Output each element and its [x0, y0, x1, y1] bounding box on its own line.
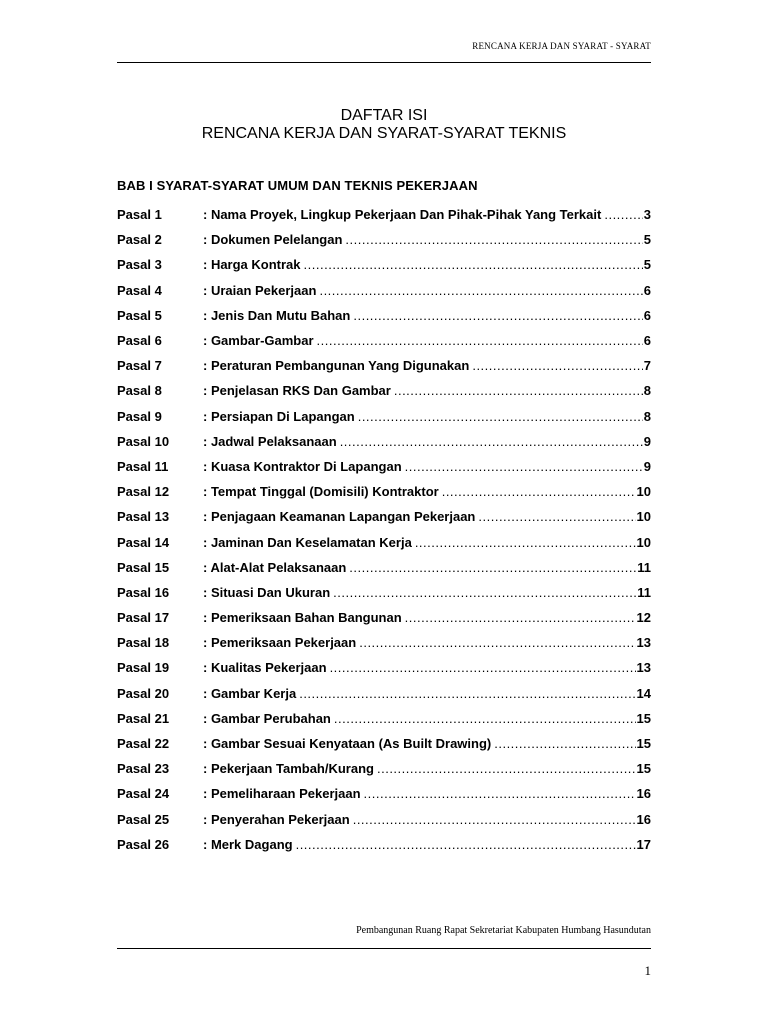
- toc-dot-leader: [361, 786, 636, 801]
- toc-section-title: : Kuasa Kontraktor Di Lapangan: [203, 458, 402, 474]
- toc-row: [117, 303, 651, 328]
- toc-page-number: 6: [643, 333, 651, 349]
- toc-row: [117, 807, 651, 832]
- toc-section-number: Pasal 19: [117, 660, 170, 676]
- toc-dot-leader: [439, 484, 636, 499]
- toc-page-number: 11: [637, 559, 651, 575]
- toc-dot-leader: [356, 635, 635, 650]
- toc-section-number: Pasal 16: [117, 584, 170, 600]
- toc-section-title: : Persiapan Di Lapangan: [203, 408, 355, 424]
- toc-dot-leader: [346, 560, 636, 575]
- toc-section-number: Pasal 22: [117, 736, 170, 752]
- toc-page-number: 7: [643, 358, 651, 374]
- page-number: 1: [644, 963, 651, 978]
- toc-section-number: Pasal 12: [117, 484, 170, 500]
- toc-dot-leader: [296, 686, 635, 701]
- toc-entry: [203, 257, 651, 272]
- toc-row: [117, 328, 651, 353]
- toc-dot-leader: [355, 409, 643, 424]
- toc-row: [117, 404, 651, 429]
- toc-section-number: Pasal 23: [117, 761, 170, 777]
- toc-section-title: : Penyerahan Pekerjaan: [203, 811, 350, 827]
- toc-entry: [203, 711, 651, 726]
- toc-entry: [203, 736, 651, 751]
- toc-section-title: : Gambar Sesuai Kenyataan (As Built Drawing): [203, 736, 492, 752]
- toc-dot-leader: [350, 308, 642, 323]
- toc-row: [117, 454, 651, 479]
- toc-row: [117, 227, 651, 252]
- toc-entry: [203, 812, 651, 827]
- toc-entry: [203, 358, 651, 373]
- toc-dot-leader: [316, 283, 642, 298]
- toc-section-number: Pasal 10: [117, 433, 170, 449]
- toc-dot-leader: [330, 585, 636, 600]
- toc-entry: [203, 232, 651, 247]
- toc-page-number: 8: [643, 383, 651, 399]
- toc-page-number: 10: [636, 509, 651, 525]
- toc-dot-leader: [331, 711, 636, 726]
- toc-section-title: : Gambar-Gambar: [203, 333, 314, 349]
- toc-entry: [203, 837, 651, 852]
- toc-page-number: 6: [643, 307, 651, 323]
- toc-page-number: 8: [643, 408, 651, 424]
- toc-section-number: Pasal 17: [117, 610, 170, 626]
- toc-page-number: 6: [643, 282, 651, 298]
- toc-row: [117, 706, 651, 731]
- toc-entry: [203, 786, 651, 801]
- toc-entry: [203, 585, 651, 600]
- toc-page-number: 5: [643, 232, 651, 248]
- toc-row: [117, 655, 651, 680]
- toc-section-title: : Tempat Tinggal (Domisili) Kontraktor: [203, 484, 439, 500]
- toc-page-number: 15: [636, 710, 651, 726]
- toc-row: [117, 781, 651, 806]
- toc-page-number: 13: [636, 635, 651, 651]
- toc-row: [117, 278, 651, 303]
- toc-section-title: : Kualitas Pekerjaan: [203, 660, 327, 676]
- toc-dot-leader: [402, 459, 643, 474]
- toc-page-number: 16: [636, 811, 651, 827]
- toc-entry: [203, 207, 651, 222]
- toc-page-number: 17: [636, 836, 651, 852]
- toc-dot-leader: [491, 736, 635, 751]
- toc-entry: [203, 383, 651, 398]
- toc-section-title: : Harga Kontrak: [203, 257, 301, 273]
- toc-section-title: : Jenis Dan Mutu Bahan: [203, 307, 351, 323]
- toc-dot-leader: [293, 837, 636, 852]
- toc-row: [117, 555, 651, 580]
- toc-dot-leader: [402, 610, 636, 625]
- running-header: RENCANA KERJA DAN SYARAT - SYARAT: [472, 41, 651, 51]
- toc-row: [117, 681, 651, 706]
- toc-section-title: : Alat-Alat Pelaksanaan: [203, 559, 347, 575]
- footer-rule: [117, 948, 651, 949]
- toc-page-number: 15: [636, 761, 651, 777]
- table-of-contents: [117, 202, 651, 857]
- toc-entry: [203, 535, 651, 550]
- toc-dot-leader: [412, 535, 636, 550]
- toc-section-number: Pasal 14: [117, 534, 170, 550]
- toc-entry: [203, 333, 651, 348]
- toc-row: [117, 731, 651, 756]
- toc-row: [117, 252, 651, 277]
- toc-entry: [203, 484, 651, 499]
- header-rule: [117, 62, 651, 63]
- toc-section-number: Pasal 25: [117, 811, 170, 827]
- toc-page-number: 9: [643, 433, 651, 449]
- toc-section-number: Pasal 2: [117, 232, 162, 248]
- toc-row: [117, 756, 651, 781]
- toc-dot-leader: [391, 383, 643, 398]
- toc-page-number: 10: [636, 534, 651, 550]
- toc-page-number: 12: [636, 610, 651, 626]
- toc-entry: [203, 308, 651, 323]
- toc-section-number: Pasal 4: [117, 282, 162, 298]
- toc-section-number: Pasal 9: [117, 408, 162, 424]
- toc-row: [117, 504, 651, 529]
- toc-entry: [203, 610, 651, 625]
- toc-row: [117, 378, 651, 403]
- toc-page-number: 14: [636, 685, 651, 701]
- toc-row: [117, 429, 651, 454]
- toc-row: [117, 605, 651, 630]
- toc-section-title: : Pemeriksaan Pekerjaan: [203, 635, 357, 651]
- toc-section-number: Pasal 7: [117, 358, 162, 374]
- toc-section-title: : Nama Proyek, Lingkup Pekerjaan Dan Pihak-Pihak Yang Terkait: [203, 207, 602, 223]
- toc-row: [117, 529, 651, 554]
- toc-dot-leader: [374, 761, 636, 776]
- toc-section-number: Pasal 13: [117, 509, 170, 525]
- toc-entry: [203, 459, 651, 474]
- toc-section-title: : Peraturan Pembangunan Yang Digunakan: [203, 358, 470, 374]
- toc-section-number: Pasal 26: [117, 836, 170, 852]
- toc-row: [117, 353, 651, 378]
- toc-dot-leader: [301, 257, 643, 272]
- document-subtitle: RENCANA KERJA DAN SYARAT-SYARAT TEKNIS: [201, 125, 567, 142]
- toc-page-number: 13: [636, 660, 651, 676]
- toc-dot-leader: [314, 333, 643, 348]
- toc-section-title: : Pemeliharaan Pekerjaan: [203, 786, 361, 802]
- toc-dot-leader: [327, 660, 636, 675]
- toc-entry: [203, 560, 651, 575]
- toc-section-number: Pasal 3: [117, 257, 162, 273]
- toc-entry: [203, 660, 651, 675]
- toc-entry: [203, 283, 651, 298]
- toc-dot-leader: [475, 509, 635, 524]
- toc-page-number: 5: [643, 257, 651, 273]
- toc-row: [117, 630, 651, 655]
- toc-section-title: : Gambar Perubahan: [203, 710, 331, 726]
- toc-section-title: : Penjelasan RKS Dan Gambar: [203, 383, 391, 399]
- chapter-heading: BAB I SYARAT-SYARAT UMUM DAN TEKNIS PEKERJAAN: [117, 178, 478, 193]
- toc-section-number: Pasal 8: [117, 383, 162, 399]
- toc-section-number: Pasal 11: [117, 458, 169, 474]
- toc-dot-leader: [601, 207, 642, 222]
- toc-section-title: : Merk Dagang: [203, 836, 293, 852]
- toc-entry: [203, 409, 651, 424]
- toc-row: [117, 832, 651, 857]
- toc-row: [117, 202, 651, 227]
- toc-section-number: Pasal 5: [117, 307, 162, 323]
- toc-section-number: Pasal 15: [117, 559, 170, 575]
- toc-entry: [203, 509, 651, 524]
- toc-entry: [203, 635, 651, 650]
- toc-section-number: Pasal 1: [117, 207, 162, 223]
- toc-section-number: Pasal 21: [117, 710, 170, 726]
- toc-row: [117, 580, 651, 605]
- toc-section-title: : Jadwal Pelaksanaan: [203, 433, 337, 449]
- toc-section-title: : Uraian Pekerjaan: [203, 282, 317, 298]
- document-title: DAFTAR ISI: [340, 107, 428, 124]
- toc-dot-leader: [337, 434, 643, 449]
- running-footer: Pembangunan Ruang Rapat Sekretariat Kabupaten Humbang Hasundutan: [356, 925, 651, 936]
- toc-section-title: : Pemeriksaan Bahan Bangunan: [203, 610, 402, 626]
- toc-section-title: : Dokumen Pelelangan: [203, 232, 343, 248]
- toc-page-number: 11: [637, 584, 651, 600]
- toc-page-number: 15: [636, 736, 651, 752]
- toc-section-title: : Gambar Kerja: [203, 685, 297, 701]
- toc-page-number: 3: [643, 207, 651, 223]
- toc-page-number: 10: [636, 484, 651, 500]
- toc-dot-leader: [350, 812, 636, 827]
- toc-section-number: Pasal 6: [117, 333, 162, 349]
- toc-section-title: : Jaminan Dan Keselamatan Kerja: [203, 534, 412, 550]
- toc-page-number: 9: [643, 458, 651, 474]
- toc-section-number: Pasal 24: [117, 786, 170, 802]
- toc-entry: [203, 686, 651, 701]
- toc-section-title: : Pekerjaan Tambah/Kurang: [203, 761, 374, 777]
- toc-section-number: Pasal 20: [117, 685, 170, 701]
- toc-entry: [203, 434, 651, 449]
- toc-section-title: : Situasi Dan Ukuran: [203, 584, 331, 600]
- toc-entry: [203, 761, 651, 776]
- toc-row: [117, 479, 651, 504]
- toc-page-number: 16: [636, 786, 651, 802]
- toc-dot-leader: [342, 232, 642, 247]
- toc-dot-leader: [469, 358, 642, 373]
- toc-section-number: Pasal 18: [117, 635, 170, 651]
- toc-section-title: : Penjagaan Keamanan Lapangan Pekerjaan: [203, 509, 476, 525]
